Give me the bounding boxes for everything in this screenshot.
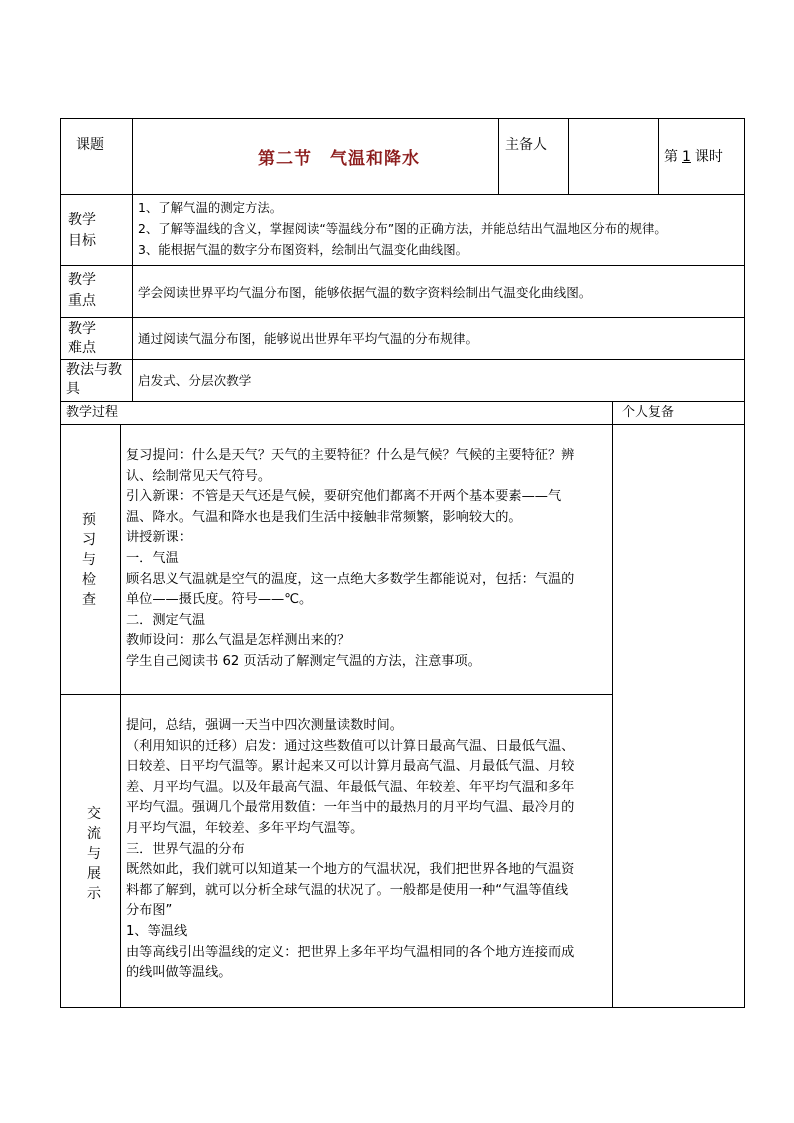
methods-label-line2: 具 <box>66 381 80 397</box>
lesson-title: 第二节 气温和降水 <box>258 149 420 169</box>
goals-list <box>138 197 667 260</box>
section1-line: 二．测定气温 <box>126 612 206 628</box>
section1-line: 顾名思义气温就是空气的温度，这一点绝大多数学生都能说对，包括：气温的 <box>126 571 575 587</box>
section1-line: 温、降水。气温和降水也是我们生活中接触非常频繁，影响较大的。 <box>126 509 522 525</box>
section2-line: 由等高线引出等温线的定义：把世界上多年平均气温相同的各个地方连接而成 <box>126 944 575 960</box>
section1-line: 引入新课：不管是天气还是气候，要研究他们都离不开两个基本要素——气 <box>126 489 562 505</box>
section2-line: 料都了解到，就可以分析全球气温的状况了。一般都是使用一种“气温等值线 <box>126 882 569 898</box>
focus-text: 学会阅读世界平均气温分布图，能够依据气温的数字资料绘制出气温变化曲线图。 <box>138 285 592 300</box>
section2-line: 三．世界气温的分布 <box>126 841 245 857</box>
section1-line: 讲授新课： <box>126 530 192 546</box>
section1-line: 教师设问：那么气温是怎样测出来的？ <box>126 633 351 649</box>
grid-line <box>612 401 613 1007</box>
section1-content <box>126 446 574 673</box>
grid-line <box>744 118 745 1008</box>
section1-line: 复习提问：什么是天气？天气的主要特征？什么是气候？气候的主要特征？辨 <box>126 448 575 463</box>
focus-label <box>68 270 96 312</box>
grid-line <box>60 1007 745 1008</box>
section1-line: 一．气温 <box>126 550 179 566</box>
section1-char: 查 <box>82 592 96 608</box>
goals-label-line2: 目标 <box>68 233 96 249</box>
section2-content <box>126 716 574 984</box>
section1-line: 认、绘制常见天气符号。 <box>126 468 272 484</box>
goal-item: 2、了解等温线的含义，掌握阅读“等温线分布”图的正确方法，并能总结出气温地区分布的规律。 <box>138 221 667 236</box>
grid-line <box>60 118 745 119</box>
grid-line <box>120 424 121 1007</box>
section2-char: 交 <box>87 806 101 822</box>
goals-label <box>68 210 96 252</box>
difficulty-label-line2: 难点 <box>68 340 96 356</box>
section2-line: 既然如此，我们就可以知道某一个地方的气温状况，我们把世界各地的气温资 <box>126 862 575 878</box>
section2-line: （利用知识的迁移）启发：通过这些数值可以计算日最高气温、日最低气温、 <box>126 738 575 754</box>
period-prefix: 第 <box>664 149 678 165</box>
section2-line: 平均气温。强调几个最常用数值：一年当中的最热月的月平均气温、最冷月的 <box>126 800 575 816</box>
section2-char: 展 <box>87 866 101 882</box>
focus-label-line1: 教学 <box>68 272 96 288</box>
review-label: 个人复备 <box>622 405 675 420</box>
difficulty-text: 通过阅读气温分布图，能够说出世界年平均气温的分布规律。 <box>138 331 479 346</box>
section2-line: 1、等温线 <box>126 923 188 939</box>
section1-char: 与 <box>82 552 96 568</box>
section2-line: 的线叫做等温线。 <box>126 965 232 981</box>
section1-line: 学生自己阅读书 62 页活动了解测定气温的方法，注意事项。 <box>126 653 481 669</box>
section1-line: 单位——摄氏度。符号——℃。 <box>126 592 313 608</box>
topic-label: 课题 <box>76 137 104 153</box>
section2-char: 流 <box>87 826 101 842</box>
grid-line <box>60 194 745 195</box>
grid-line <box>132 118 133 401</box>
grid-line <box>658 118 659 194</box>
goal-item: 1、了解气温的测定方法。 <box>138 200 283 215</box>
methods-text: 启发式、分层次教学 <box>138 373 252 388</box>
methods-label <box>66 361 122 399</box>
section2-char: 示 <box>87 886 101 902</box>
section2-line: 月平均气温，年较差、多年平均气温等。 <box>126 820 364 836</box>
grid-line <box>60 359 745 360</box>
methods-label-line1: 教法与教 <box>66 362 122 378</box>
difficulty-label <box>68 320 96 358</box>
grid-line <box>60 317 745 318</box>
section2-char: 与 <box>87 846 101 862</box>
grid-line <box>498 118 499 194</box>
grid-line <box>60 265 745 266</box>
grid-line <box>60 118 61 1008</box>
grid-line <box>60 401 745 402</box>
section1-char: 习 <box>82 532 96 548</box>
section1-label <box>79 510 99 610</box>
section2-label <box>84 804 104 904</box>
lesson-period <box>664 147 723 167</box>
period-number: 1 <box>682 149 691 165</box>
goal-item: 3、能根据气温的数字分布图资料，绘制出气温变化曲线图。 <box>138 242 469 257</box>
period-suffix: 课时 <box>694 149 723 165</box>
focus-label-line2: 重点 <box>68 293 96 309</box>
goals-label-line1: 教学 <box>68 212 96 228</box>
difficulty-label-line1: 教学 <box>68 321 96 337</box>
section2-line: 日较差、日平均气温等。累计起来又可以计算月最高气温、月最低气温、月较 <box>126 759 575 775</box>
preparer-label: 主备人 <box>505 137 547 153</box>
section2-line: 差、月平均气温。以及年最高气温、年最低气温、年较差、年平均气温和多年 <box>126 779 575 795</box>
grid-line <box>60 424 745 425</box>
section2-line: 分布图” <box>126 903 173 919</box>
section1-char: 检 <box>82 572 96 588</box>
section2-line: 提问，总结，强调一天当中四次测量读数时间。 <box>126 718 403 733</box>
grid-line <box>568 118 569 194</box>
grid-line <box>60 694 613 695</box>
section1-char: 预 <box>82 512 96 528</box>
process-label: 教学过程 <box>66 405 119 420</box>
